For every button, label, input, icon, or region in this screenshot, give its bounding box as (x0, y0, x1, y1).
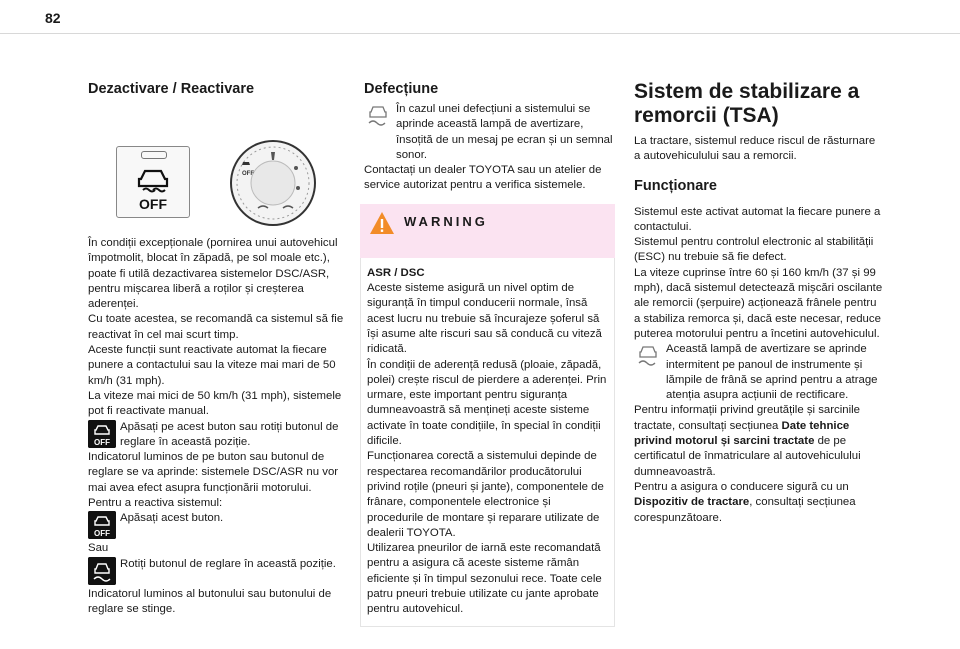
tsa-para-3: La viteze cuprinse între 60 și 160 km/h (37 și 99 mph), dacă sistemul detectează mișcări oscilante ale remorcii (șerpuire) acționează frânele pentru a stabiliza remorca și, dacă este necesar, reduce puterea motorului pentru a încetini autovehiculul. (634, 266, 883, 340)
icon-text-press-or-rotate: Apăsați pe acest buton sau rotiți butonul de reglare în această poziție. (120, 420, 339, 448)
tsa-para-5: Pentru a asigura o conducere sigură cu un Dispozitiv de tractare, consultați secțiunea corespunzătoare. (634, 480, 856, 524)
dsc-off-icon (88, 420, 116, 448)
dsc-off-button-illustration (116, 146, 190, 218)
icon-row-tsa (634, 342, 884, 403)
warning-header (360, 204, 615, 258)
warning-para-3: Funcționarea corectă a sistemului depinde de respectarea recomandărilor producătorului privind roțile (pneuri și jante), componentele de frânare, componentele electronice și procedurile de montare și reparare utilizate de dealerii TOYOTA. (367, 450, 604, 539)
page-number: 82 (45, 10, 61, 26)
svg-text:OFF: OFF (94, 529, 110, 539)
svg-text:OFF: OFF (94, 437, 110, 447)
icon-row-press-button (88, 511, 350, 541)
tsa-para-4: Pentru informații privind greutățile și sarcinile tractate, consultați secțiunea Date tehnice privind motorul și sarcini tractate de pe certificatul de înmatriculare al autovehiculului dumneavoastră. (634, 404, 861, 478)
stability-warning-lamp-icon (634, 342, 662, 370)
warning-para-1: Aceste sisteme asigură un nivel optim de siguranță în timpul conducerii normale, însă acest lucru nu trebuie să încurajeze șoferul să își asume alte riscuri sau să conducă cu viteză ridicată. (367, 282, 602, 356)
button-off-label: OFF (139, 196, 167, 212)
icon-text-press-button: Apăsați acest buton. (120, 512, 224, 525)
warning-body (360, 258, 615, 627)
icon-text-rotate-knob: Rotiți butonul de reglare în această poziție. (120, 557, 336, 570)
icon-row-fault (364, 102, 615, 163)
warning-triangle-icon (368, 210, 396, 236)
warning-title: WARNING (404, 213, 488, 229)
skid-car-icon (129, 159, 177, 215)
tsa-para-1: Sistemul este activat automat la fiecare punere a contactului. (634, 205, 881, 233)
illustrations (88, 108, 350, 228)
para-deactivate-3: Aceste funcții sunt reactivate automat la fiecare punere a contactului sau la viteze mai mari de 50 km/h (31 mph). (88, 344, 336, 387)
or-text: Sau (88, 542, 109, 555)
column-fault (364, 80, 615, 627)
fault-text-2: Contactați un dealer TOYOTA sau un atelier de service autorizat pentru a verifica sistemele. (364, 164, 602, 192)
rotary-knob-illustration (228, 138, 318, 228)
section-heading-fault: Defecțiune (364, 81, 439, 97)
para-deactivate-1: În condiții excepționale (pornirea unui autovehicul împotmolit, blocat în zăpadă, pe sol moale etc.), poate fi utilă dezactivarea sistemelor DSC/ASR, pentru mișcarea liberă a roților și creșterea aderenței. (88, 237, 338, 311)
warning-para-2: În condiții de aderență redusă (ploaie, zăpadă, polei) crește riscul de pierdere a aderenței. Prin urmare, este important pentru siguranța dumneavoastră să mențineți aceste sisteme activate în toate condițiile, în special în condiții dificile. (367, 358, 607, 448)
column-tsa (634, 80, 884, 526)
para-deactivate-5: Indicatorul luminos de pe buton sau butonul de reglare se va aprinde: sistemele DSC/ASR nu vor mai avea efect asupra funcționării motorului. (88, 451, 339, 494)
section-heading-deactivate: Dezactivare / Reactivare (88, 81, 255, 97)
led-indicator (141, 151, 167, 159)
para-deactivate-6: Pentru a reactiva sistemul: (88, 497, 223, 510)
fault-text: În cazul unei defecțiuni a sistemului se aprinde această lampă de avertizare, însoțită de un mesaj pe ecran și un semnal sonor. (396, 103, 613, 161)
icon-row-press-or-rotate (88, 420, 350, 451)
knob-off-label: OFF (242, 171, 254, 177)
header-divider (0, 33, 960, 34)
section-heading-operation: Funcționare (634, 177, 717, 194)
para-deactivate-4: La viteze mai mici de 50 km/h (31 mph), sistemele pot fi reactivate manual. (88, 389, 342, 418)
tsa-icon-text: Această lampă de avertizare se aprinde intermitent pe panoul de instrumente și lămpile de frână se aprind pentru a atrage atenția asupra acțiunii de rectificare. (666, 343, 878, 402)
warning-para-4: Utilizarea pneurilor de iarnă este recomandată pentru a asigura că aceste sisteme rămân eficiente și în timpul sezonului rece. Toate cele patru pneuri trebuie utilizate cu jante aprobate pentru autovehicul. (367, 542, 602, 616)
dsc-off-icon (88, 511, 116, 539)
para-deactivate-7: Indicatorul luminos al butonului sau butonului de reglare se stinge. (88, 587, 332, 615)
para-deactivate-2: Cu toate acestea, se recomandă ca sistemul să fie reactivat în cel mai scurt timp. (88, 313, 344, 341)
tsa-intro: La tractare, sistemul reduce riscul de răsturnare a autovehiculului sau a remorcii. (634, 135, 876, 163)
section-title-tsa: Sistem de stabilizare a remorcii (TSA) (634, 80, 860, 127)
icon-row-rotate-knob (88, 557, 350, 587)
stability-warning-lamp-icon (364, 102, 392, 130)
column-deactivate (88, 80, 350, 617)
dsc-on-icon (88, 557, 116, 585)
tsa-para-2: Sistemul pentru controlul electronic al stabilității (ESC) nu trebuie să fie defect. (634, 236, 874, 264)
warning-subtitle: ASR / DSC (367, 266, 425, 279)
